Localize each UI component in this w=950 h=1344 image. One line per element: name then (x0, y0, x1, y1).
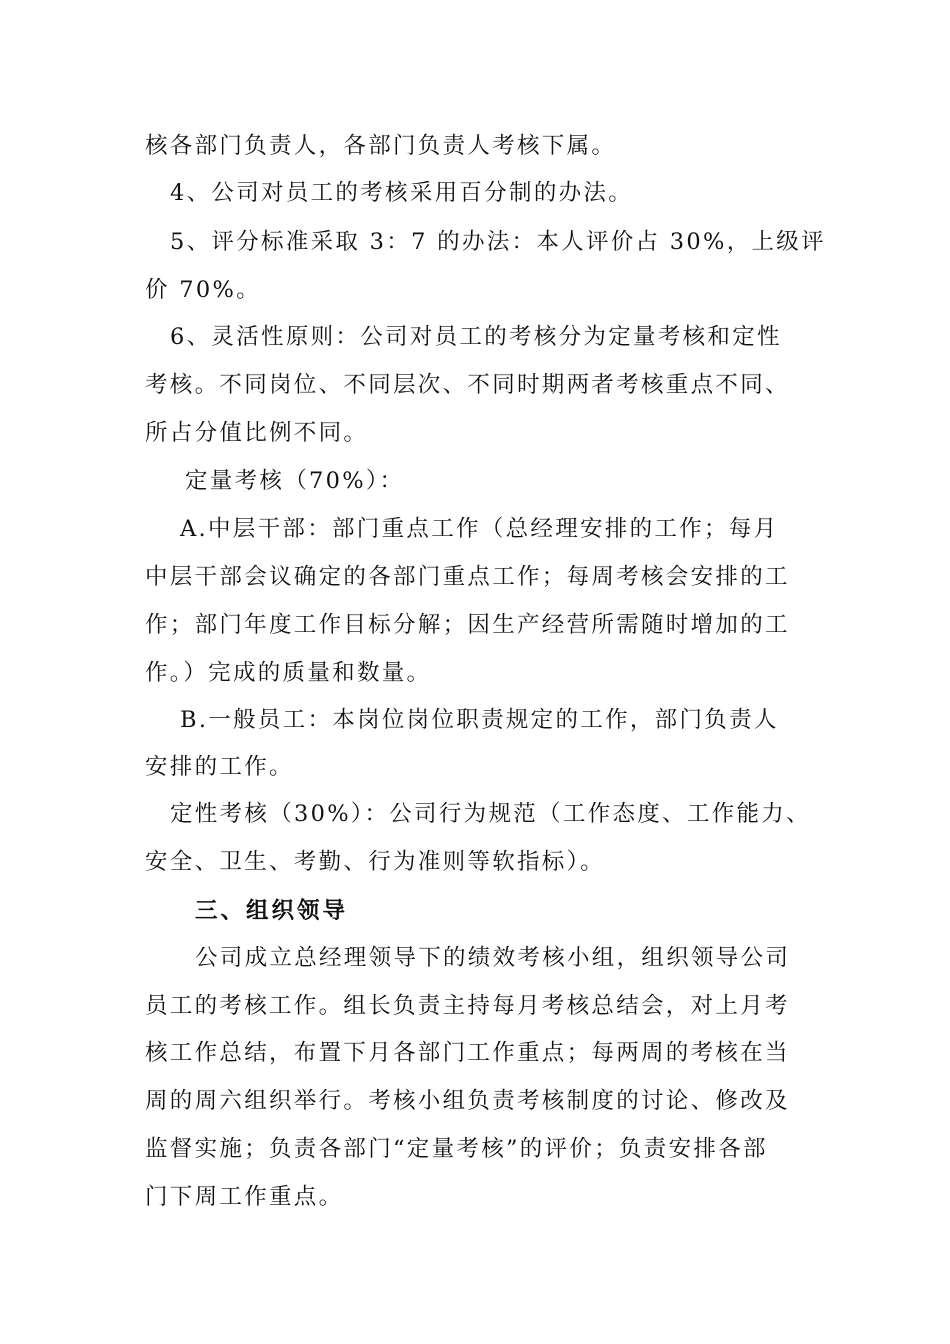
paragraph-line: 安全、卫生、考勤、行为准则等软指标）。 (145, 849, 605, 875)
paragraph-line: 4、公司对员工的考核采用百分制的办法。 (170, 180, 634, 206)
paragraph-line: 价 70%。 (145, 277, 261, 303)
paragraph-line: 5、评分标准采取 3：7 的办法：本人评价占 30%，上级评 (170, 229, 826, 255)
paragraph-line: 作；部门年度工作目标分解；因生产经营所需随时增加的工 (145, 612, 790, 638)
section-heading: 三、组织领导 (195, 898, 349, 924)
paragraph-line: 核各部门负责人，各部门负责人考核下属。 (145, 133, 617, 159)
paragraph-line: 周的周六组织举行。考核小组负责考核制度的讨论、修改及 (145, 1088, 790, 1114)
paragraph-line: A.中层干部：部门重点工作（总经理安排的工作；每月 (180, 516, 779, 542)
paragraph-line: 作。）完成的质量和数量。 (145, 660, 432, 686)
paragraph-line: 定性考核（30%）：公司行为规范（工作态度、工作能力、 (170, 801, 811, 827)
paragraph-line: 6、灵活性原则：公司对员工的考核分为定量考核和定性 (170, 324, 782, 350)
paragraph-line: 核工作总结，布置下月各部门工作重点；每两周的考核在当 (145, 1040, 790, 1066)
paragraph-line: 公司成立总经理领导下的绩效考核小组，组织领导公司 (195, 945, 791, 971)
paragraph-line: 安排的工作。 (145, 754, 294, 780)
paragraph-line: 定量考核（70%）： (185, 468, 405, 494)
paragraph-line: 考核。不同岗位、不同层次、不同时期两者考核重点不同、 (145, 372, 790, 398)
paragraph-line: 监督实施；负责各部门“定量考核”的评价；负责安排各部 (145, 1136, 768, 1162)
paragraph-line: B.一般员工：本岗位岗位职责规定的工作，部门负责人 (180, 707, 779, 733)
paragraph-line: 员工的考核工作。组长负责主持每月考核总结会，对上月考 (145, 993, 790, 1019)
paragraph-line: 中层干部会议确定的各部门重点工作；每周考核会安排的工 (145, 564, 790, 590)
paragraph-line: 门下周工作重点。 (145, 1184, 344, 1210)
paragraph-line: 所占分值比例不同。 (145, 420, 369, 446)
